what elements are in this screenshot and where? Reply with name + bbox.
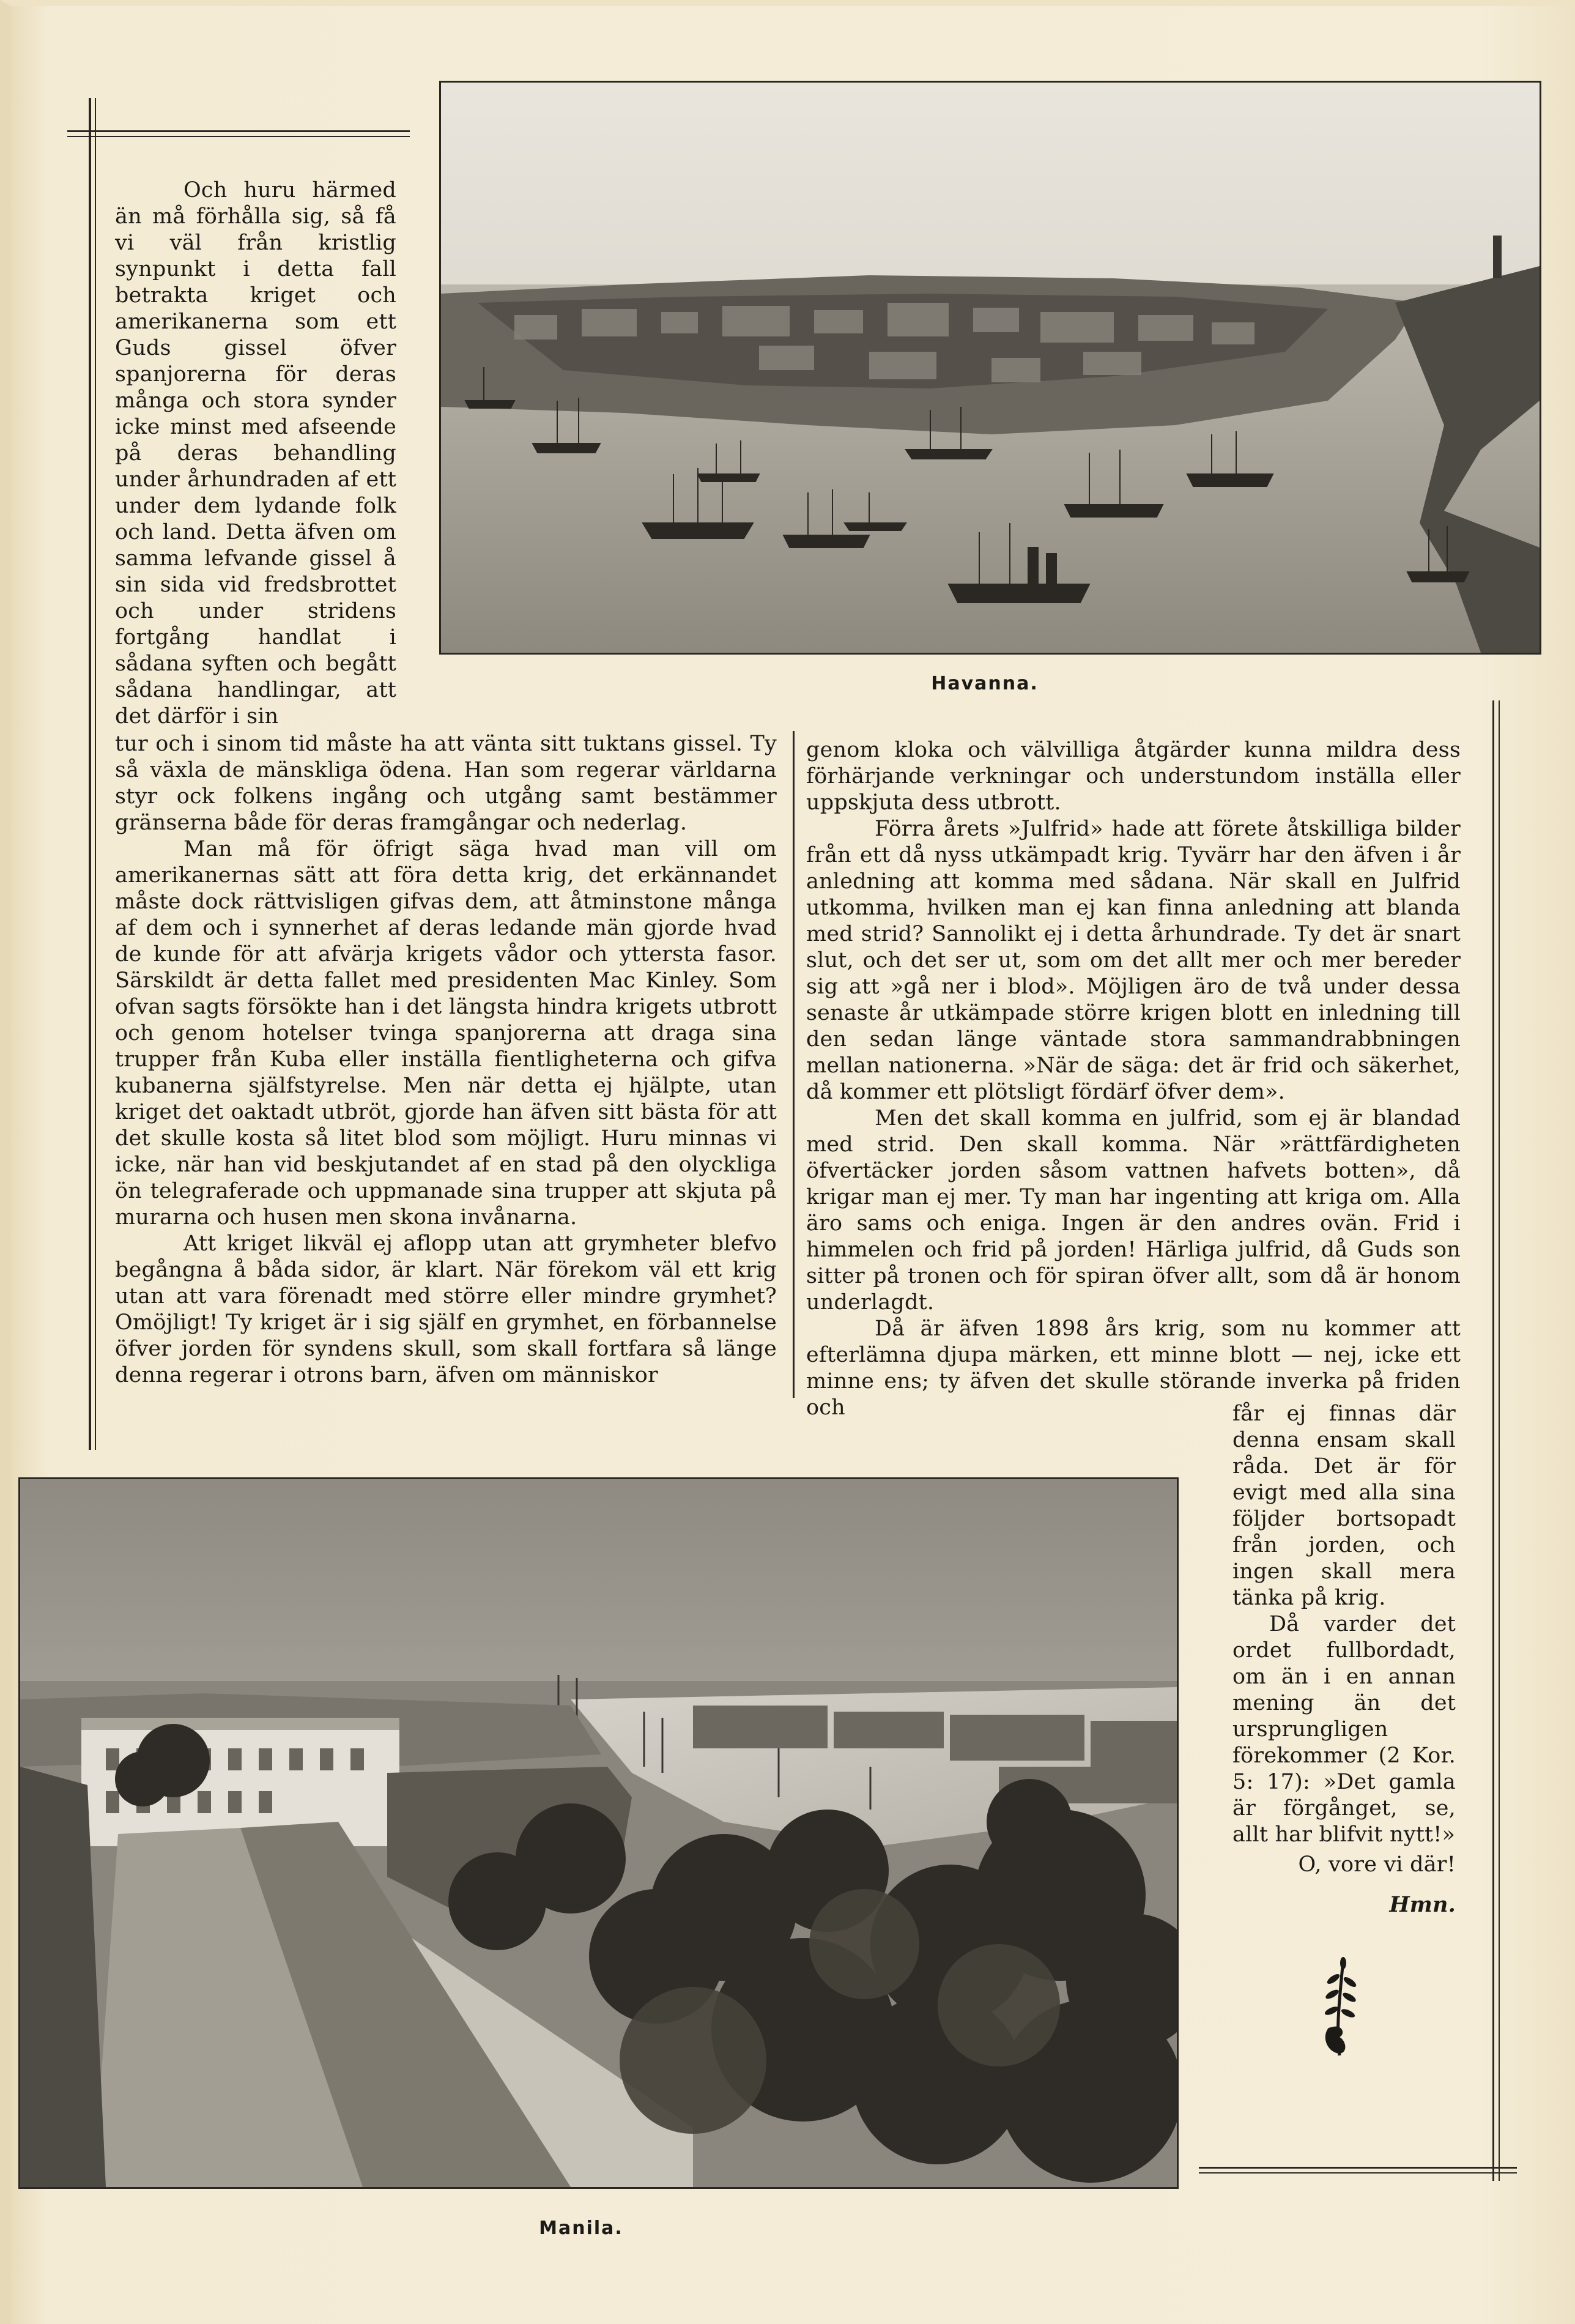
article-paragraph: får ej finnas där denna ensam skall råda. Det är för evigt med alla sina följder bortsopadt från jorden, och ingen skall mera tänka på krig. — [1232, 1401, 1456, 1610]
article-right-column — [806, 737, 1461, 1421]
manila-caption: Manila. — [539, 2218, 623, 2239]
article-paragraph: genom kloka och välvilliga åtgärder kunna mildra dess förhärjande verkningar och understundom inställa eller uppskjuta dess utbrott. — [806, 738, 1461, 815]
havanna-engraving — [439, 81, 1541, 655]
havanna-caption: Havanna. — [931, 673, 1039, 694]
article-paragraph: tur och i sinom tid måste ha att vänta sitt tuktans gissel. Ty så växla de mänskliga ödena. Han som regerar världarna styr ock folkens ingång och utgång samt bestämmer gränserna både för deras framgångar och nederlag. — [115, 732, 777, 835]
article-paragraph: Och huru härmed än må förhålla sig, så få vi väl från kristlig synpunkt i detta fall betrakta kriget och amerikanerna som ett Guds gissel öfver spanjorerna för deras många och stora synder icke minst med afseende på deras behandling under århundraden af ett under dem lydande folk och land. Detta äfven om samma lefvande gissel å sin sida vid fredsbrottet och under stridens fortgång handlat i sådana syften och begått sådana handlingar, att det därför i sin — [115, 178, 396, 729]
manila-cityscape-illustration — [20, 1479, 1177, 2187]
article-left-column — [115, 731, 777, 1389]
article-signature: Hmn. — [1389, 1892, 1456, 1917]
left-vertical-rule-inner — [95, 98, 96, 1450]
article-paragraph: Då varder det ordet fullbordadt, om än i en annan mening än det ursprungligen förekommer (2 Kor. 5: 17): »Det gamla är förgånget, se, allt har blifvit nytt!» — [1232, 1612, 1456, 1847]
manila-photograph — [18, 1477, 1179, 2189]
article-narrow-column — [1232, 1401, 1456, 1918]
bottom-right-horizontal-rule — [1199, 2167, 1517, 2169]
column-divider-rule — [793, 731, 795, 1398]
article-paragraph: Att kriget likväl ej aflopp utan att grymheter blefvo begångna å båda sidor, är klart. När förekom väl ett krig utan att vara förenadt med större eller mindre grymhet? Omöjligt! Ty kriget är i sig själf en grymhet, en förbannelse öfver jorden för syndens skull, som skall fortfara så länge denna regerar i otrons barn, äfven om människor — [115, 1231, 777, 1387]
olive-branch-icon — [1315, 1955, 1364, 2059]
article-paragraph: Förra årets »Julfrid» hade att förete åtskilliga bilder från ett då nyss utkämpadt krig. Tyvärr har den äfven i år anledning att komma med sådana. När skall en Julfrid utkomma, hvilken man ej kan finna anledning att blanda med strid? Sannolikt ej i detta århundrade. Ty det är snart slut, och det ser ut, som om det allt mer och mer bereder sig att »gå ner i blod». Möjligen äro de två under dessa senaste år utkämpade större krigen blott en inledning till den sedan länge väntade stora sammandrabbningen mellan nationerna. »När de säga: det är frid och säkerhet, då kommer ett plötsligt fördärf öfver dem». — [806, 817, 1461, 1104]
left-vertical-rule — [89, 98, 91, 1450]
article-paragraph: Då är äfven 1898 års krig, som nu kommer att efterlämna djupa märken, ett minne blott — nej, icke ett minne ens; ty äfven det skulle störande inverka på friden och — [806, 1316, 1461, 1420]
top-left-horizontal-rule-inner — [67, 136, 410, 137]
right-vertical-rule-inner — [1499, 700, 1500, 2181]
right-vertical-rule — [1492, 700, 1494, 2181]
top-left-horizontal-rule — [67, 130, 410, 132]
havanna-harbor-illustration — [441, 83, 1540, 653]
bottom-right-horizontal-rule-inner — [1199, 2172, 1517, 2174]
article-paragraph: O, vore vi där! — [1298, 1852, 1456, 1877]
article-paragraph: Men det skall komma en julfrid, som ej är blandad med strid. Den skall komma. När »rättfärdigheten öfvertäcker jorden såsom vattnen hafvets botten», då krigar man ej mer. Ty man har ingenting att kriga om. Alla äro sams och eniga. Ingen är den andres ovän. Frid i himmelen och frid på jorden! Härliga julfrid, då Guds son sitter på tronen och för spiran öfver allt, som då är honom underlagdt. — [806, 1106, 1461, 1315]
article-intro-wrap — [115, 177, 396, 730]
olive-branch-ornament — [1315, 1955, 1364, 2059]
article-paragraph: Man må för öfrigt säga hvad man vill om amerikanernas sätt att föra detta krig, det erkännandet måste dock rättvisligen gifvas dem, att åtminstone många af dem och i synnerhet af deras ledande män gjorde hvad de kunde för att afvärja krigets vådor och yttersta fasor. Särskildt är detta fallet med presidenten Mac Kinley. Som ofvan sagts försökte han i det längsta hindra krigets utbrott och genom hotelser tvinga spanjorerna att draga sina trupper från Kuba eller inställa fientligheterna och gifva kubanerna själfstyrelse. Men när detta ej hjälpte, utan kriget det oaktadt utbröt, gjorde han äfven sitt bästa för att det skulle kosta så litet blod som möjligt. Huru minnas vi icke, när han vid beskjutandet af en stad på den olyckliga ön telegraferade och uppmanade sina trupper att skjuta på murarna och husen men skona invånarna. — [115, 837, 777, 1230]
